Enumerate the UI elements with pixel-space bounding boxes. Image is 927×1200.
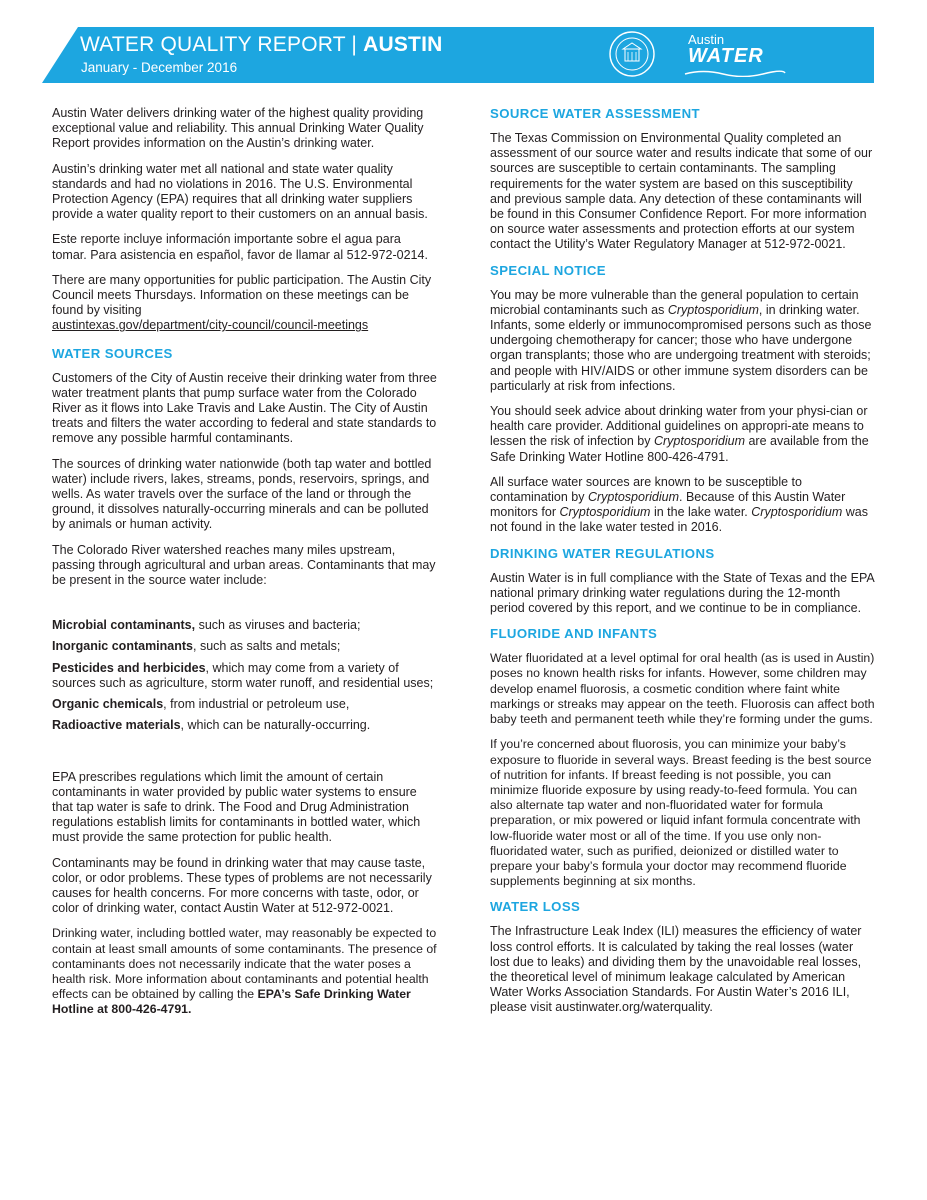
austin-water-logo (683, 31, 787, 77)
drinking-water-regulations-heading: DRINKING WATER REGULATIONS (490, 545, 715, 561)
report-header-banner (42, 27, 874, 83)
special-notice-paragraph-1: You may be more vulnerable than the general population to certain microbial contaminants such as Cryptosporidium, in drinking water. Infants, some elderly or immunocompromised persons such as those undergoing chemotherapy for cancer; those who have undergone organ transplants; those who are undergoing treatment with steroids; and people with HIV/AIDS or other immune system disorders can be particularly at risk from infections. (490, 287, 872, 393)
special-notice-heading: SPECIAL NOTICE (490, 262, 606, 278)
source-water-assessment-heading: SOURCE WATER ASSESSMENT (490, 106, 700, 121)
contaminant-list (52, 618, 438, 733)
logo-water-text: WATER (688, 45, 764, 67)
intro-paragraph-2: Austin’s drinking water met all national and state water quality standards and had no violations in 2016. The U.S. Environmental Protection Agency (EPA) requires that all drinking water suppliers provide a water quality report to their customers on an annual basis. (52, 161, 428, 222)
water-sources-paragraph-2: The sources of drinking water nationwide (both tap water and bottled water) include rivers, lakes, streams, ponds, reservoirs, springs, and wells. As water travels over the surface of the land or through the ground, it dissolves naturally-occurring minerals and can be polluted by animals or human activity. (52, 456, 432, 532)
taste-odor-paragraph: Contaminants may be found in drinking water that may cause taste, color, or odor problems. These types of problems are not necessarily causes for health concerns. For more concerns with taste, odor, or color of drinking water, contact Austin Water at 512-972-0021. (52, 855, 432, 916)
fluoride-paragraph-2: If you’re concerned about fluorosis, you can minimize your baby’s exposure to fluoride in several ways. Breast feeding is the best source of nutrition for infants. If breast feeding is not possible, you can minimize fluoride exposure by using ready-to-feed formula. You can also alternate tap water and non-fluoridated water for formula preparation, or mix powered or liquid infant formula concentrate with low-fluoride water most or all of the time. If you use only non-fluoridated water, such as purified, deionized or distilled water to prepare your baby’s formula your doctor may recommend fluoride supplements beginning at six months. (490, 737, 872, 889)
fluoride-and-infants-heading: FLUORIDE AND INFANTS (490, 626, 658, 642)
header-notch (42, 27, 78, 83)
special-notice-paragraph-3: All surface water sources are known to be susceptible to contamination by Cryptosporidium. Because of this Austin Water monitors for Cryptosporidium in the lake water. Cryptosporidium was not found in the lake water tested in 2016. (490, 474, 868, 535)
list-item: Microbial contaminants, such as viruses and bacteria; (52, 618, 361, 633)
epa-regulations-paragraph: EPA prescribes regulations which limit the amount of certain contaminants in water provided by public water systems to ensure that tap water is safe to drink. The Food and Drug Administration regulations establish limits for contaminants in bottled water, which must provide the same protection for public health. (52, 769, 421, 845)
council-meetings-link[interactable]: austintexas.gov/department/city-council/council-meetings (52, 318, 369, 333)
source-water-assessment-paragraph: The Texas Commission on Environmental Quality completed an assessment of our source water and results indicate that some of our sources are susceptible to certain contaminants. The sampling requirements for the water system are based on this susceptibility and previous sample data. Any detection of these contaminants will be found in this Consumer Confidence Report. For more information on source water assessments and protection efforts at our system contact the Utility’s Water Regulatory Manager at 512-972-0021. (490, 131, 873, 252)
spanish-notice: Este reporte incluye información importante sobre el agua para tomar. Para asistencia en español, favor de llamar al 512-972-0214. (52, 232, 428, 262)
fluoride-paragraph-1: Water fluoridated at a level optimal for oral health (as is used in Austin) poses no known health risks for infants. However, some children may develop enamel fluorosis, a cosmetic condition where faint white markings or streaks may appear on the teeth. Fluorosis can affect both baby teeth and permanent teeth while they’re forming under the gums. (490, 651, 875, 727)
water-sources-paragraph-1: Customers of the City of Austin receive their drinking water from three water treatment plants that pump surface water from the Colorado River as it flows into Lake Travis and Lake Austin. The City of Austin treats and filters the water according to federal and state standards to remove any possible harmful contaminants. (52, 370, 437, 446)
list-item: Radioactive materials, which can be naturally-occurring. (52, 718, 371, 733)
intro-paragraph-1: Austin Water delivers drinking water of the highest quality providing exceptional value and reliability. This annual Drinking Water Quality Report provides information on the Austin’s drinking water. (52, 106, 424, 151)
right-column (490, 106, 876, 1026)
special-notice-paragraph-2: You should seek advice about drinking water from your physi-cian or health care provider. Additional guidelines on appropri-ate means to lessen the risk of infection by Cryptosporidium are available from the Safe Drinking Water Hotline 800-426-4791. (490, 404, 869, 464)
public-participation: There are many opportunities for public participation. The Austin City Council meets Thursdays. Information on these meetings can be found by visiting austintexas.gov/department/city-council/council-meetings (52, 272, 432, 333)
water-loss-heading: WATER LOSS (490, 899, 581, 915)
bottled-water-paragraph: Drinking water, including bottled water, may reasonably be expected to contain at least small amounts of some contaminants. The presence of contaminants does not necessarily indicate that the water poses a health risk. More information about contaminants and potential health effects can be obtained by calling the EPA’s Safe Drinking Water Hotline at 800-426-4791. (52, 926, 437, 1017)
water-loss-paragraph: The Infrastructure Leak Index (ILI) measures the efficiency of water loss control efforts. It is calculated by taking the real losses (water lost due to leaks) and dividing them by the unavoidable real losses, the theoretical level of minimum leakage calculated by American Water Works Association Standards. For Austin Water’s 2016 ILI, please visit austinwater.org/waterquality. (490, 924, 862, 1015)
left-column (52, 106, 438, 1028)
epa-hotline: EPA’s Safe Drinking Water Hotline at 800-426-4791. (52, 987, 411, 1017)
list-item: Pesticides and herbicides, which may come from a variety of sources such as agriculture, storm water runoff, and residential uses; (52, 660, 434, 690)
list-item: Inorganic contaminants, such as salts and metals; (52, 639, 341, 654)
water-sources-paragraph-3: The Colorado River watershed reaches many miles upstream, passing through agricultural and urban areas. Contaminants that may be present in the source water include: (52, 542, 436, 588)
logo-austin-text: Austin (688, 32, 725, 47)
water-wave-icon (683, 69, 787, 77)
list-item: Organic chemicals, from industrial or petroleum use, (52, 697, 350, 712)
regulations-paragraph: Austin Water is in full compliance with the State of Texas and the EPA national primary drinking water regulations during the 12-month period covered by this report, and we continue to be in compliance. (490, 570, 874, 616)
report-title: WATER QUALITY REPORT | AUSTIN (80, 33, 443, 56)
city-of-austin-seal-icon (608, 30, 656, 78)
report-period: January - December 2016 (81, 60, 238, 75)
water-sources-heading: WATER SOURCES (52, 345, 173, 361)
